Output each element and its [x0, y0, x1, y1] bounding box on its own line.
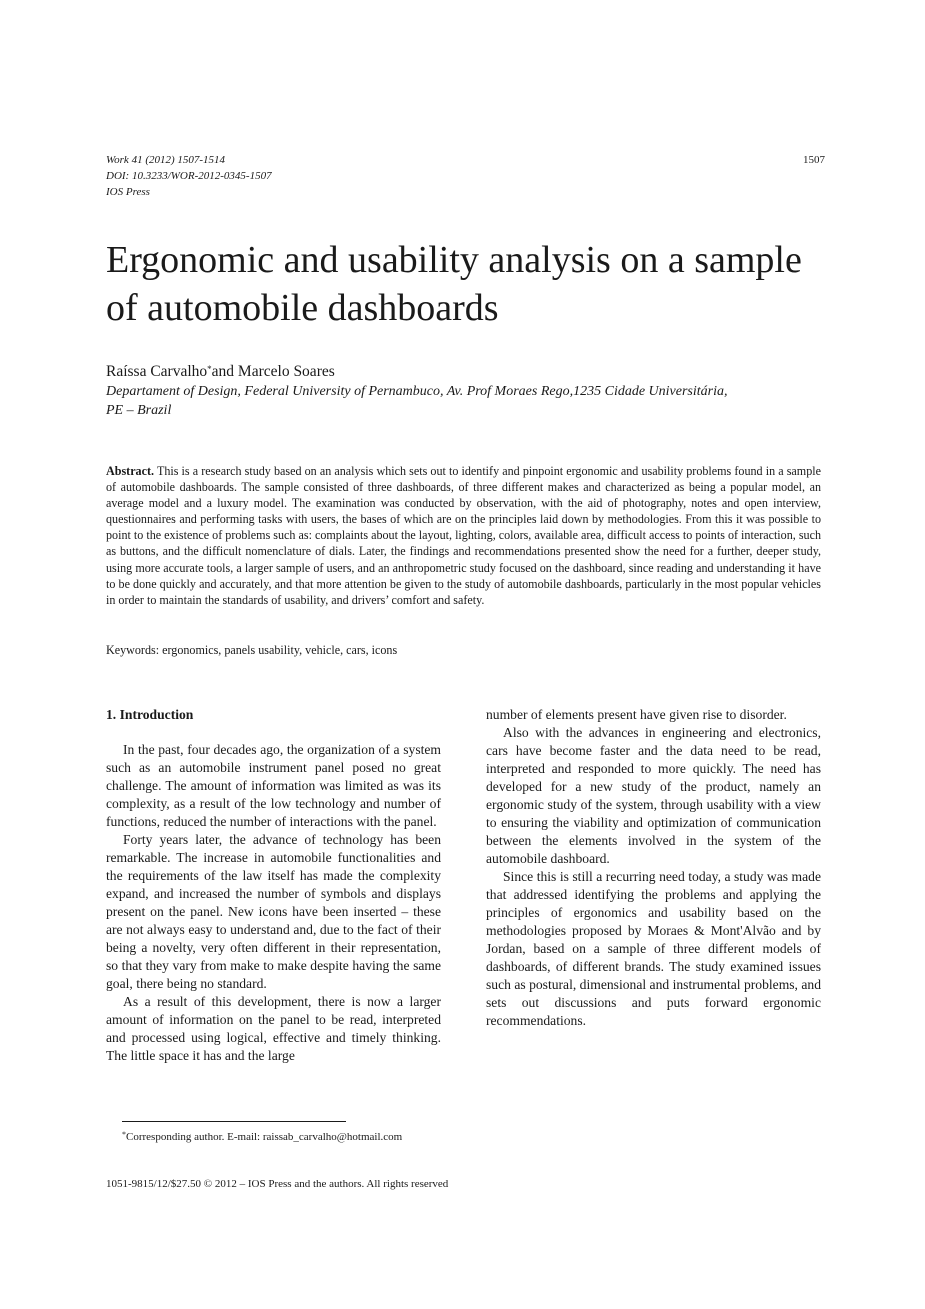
keywords: Keywords: ergonomics, panels usability, vehicle, cars, icons — [106, 643, 398, 657]
column-left — [106, 741, 441, 1065]
affiliation-line-1: Departament of Design, Federal University of Pernambuco, Av. Prof Moraes Rego,1235 Cidade Universitária, — [106, 384, 728, 399]
title-line-1: Ergonomic and usability analysis on a sample — [106, 239, 802, 281]
affiliation — [106, 382, 826, 420]
intro-paragraph-3-continued: number of elements present have given rise to disorder. — [486, 707, 787, 722]
authors — [106, 362, 335, 382]
abstract-text: This is a research study based on an analysis which sets out to identify and pinpoint ergonomic and usability problems found in a sample of automobile dashboards. The sample consisted of three dashboards, of three different makes and characterized as being a popular model, an average model and a luxury model. The examination was conducted by observation, with the aid of photography, notes and open interview, questionnaires and performing tasks with users, the bases of which are on the principles laid down by methodologies. From this it was possible to point to the existence of problems such as: complaints about the layout, lighting, colors, available area, difficult access to points of interaction, such as buttons, and the difficult nomenclature of dials. Later, the findings and recommendations presented show the need for a further, deeper study, using more accurate tools, a larger sample of users, and an anthropometric study focused on the dashboard, since reading and understanding it have to be done quickly and accurately, and that more attention be given to the study of automobile dashboards, particularly in the most popular vehicles in order to maintain the standards of usability, and drivers’ comfort and safety. — [106, 464, 821, 607]
doi: DOI: 10.3233/WOR-2012-0345-1507 — [106, 170, 272, 182]
title-line-2: of automobile dashboards — [106, 287, 499, 329]
intro-paragraph-2: Forty years later, the advance of technology has been remarkable. The increase in automobile functionalities and the requirements of the law itself has made the complexity expand, and increased the number of symbols and displays present on the panel. New icons have been inserted – these are not always easy to understand and, due to the fact of their being a novelty, very often different in their representation, so that they vary from make to make despite having the same goal, there being no standard. — [106, 832, 441, 991]
publisher: IOS Press — [106, 186, 150, 198]
journal-citation: Work 41 (2012) 1507-1514 — [106, 154, 226, 166]
copyright-line: 1051-9815/12/$27.50 © 2012 – IOS Press and the authors. All rights reserved — [106, 1178, 449, 1190]
author-2: and Marcelo Soares — [211, 363, 335, 380]
abstract-label: Abstract. — [106, 464, 155, 478]
section-heading-introduction: 1. Introduction — [106, 707, 194, 722]
footnote-marker: * — [122, 1130, 126, 1139]
footnote-divider — [122, 1121, 346, 1122]
footnote-text: Corresponding author. E-mail: raissab_carvalho@hotmail.com — [126, 1131, 403, 1143]
intro-paragraph-3: As a result of this development, there is now a larger amount of information on the panel to be read, interpreted and processed using logical, effective and timely thinking. The little space it has and the large — [106, 994, 441, 1063]
footnote — [122, 1130, 402, 1145]
column-right — [486, 706, 821, 1030]
paper-title — [106, 236, 836, 332]
journal-info — [106, 152, 272, 200]
affiliation-line-2: PE – Brazil — [106, 403, 172, 418]
author-1: Raíssa Carvalho — [106, 363, 208, 380]
intro-paragraph-5: Since this is still a recurring need today, a study was made that addressed identifying the problems and applying the principles of ergonomics and usability based on the methodologies proposed by Moraes & Mont'Alvão and by Jordan, based on a sample of three different models of dashboards, of different brands. The study examined issues such as postural, dimensional and instrumental problems, and sets out discussions and puts forward ergonomic recommendations. — [486, 869, 821, 1028]
intro-paragraph-4: Also with the advances in engineering and electronics, cars have become faster and the data need to be read, interpreted and responded to more quickly. The need has developed for a new study of the product, namely an ergonomic study of the system, through usability with a view to ensuring the viability and optimization of communication between the elements involved in the system of the automobile dashboard. — [486, 725, 821, 866]
corresponding-marker: * — [207, 364, 212, 374]
intro-paragraph-1: In the past, four decades ago, the organization of a system such as an automobile instrument panel posed no great challenge. The amount of information was limited as was its complexity, as a result of the low technology and number of functions, reduced the number of interactions with the panel. — [106, 742, 441, 829]
page-number: 1507 — [803, 154, 825, 166]
abstract — [106, 463, 821, 608]
